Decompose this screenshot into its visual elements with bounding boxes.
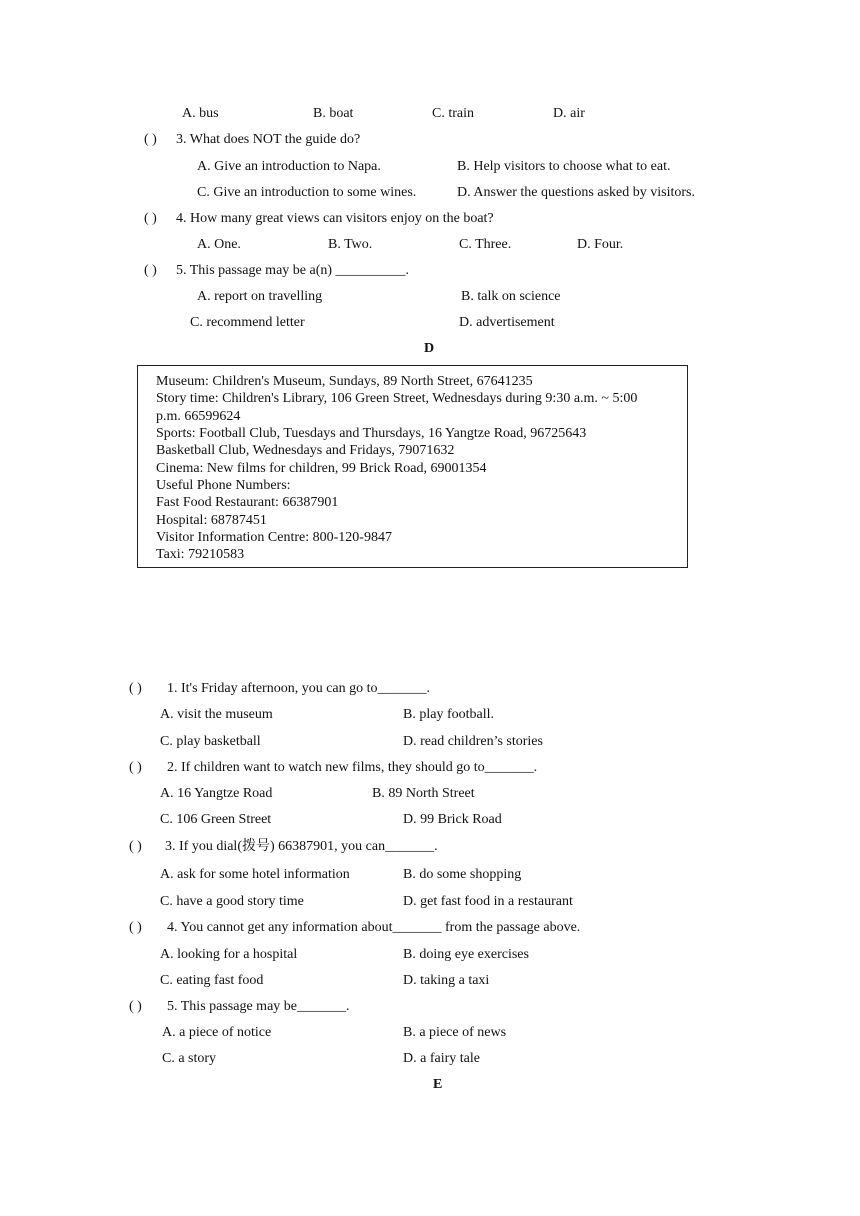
notice-line: p.m. 66599624 [156,409,241,424]
question-stem: 5. This passage may be a(n) __________. [176,263,410,278]
answer-paren: ( ) [129,920,142,935]
option: C. a story [162,1051,217,1066]
notice-line: Basketball Club, Wednesdays and Fridays, 79071632 [156,443,455,458]
notice-line: Sports: Football Club, Tuesdays and Thursdays, 16 Yangtze Road, 96725643 [156,426,587,441]
question-stem: 4. You cannot get any information about_______ from the passage above. [167,920,581,935]
option: A. 16 Yangtze Road [160,786,273,801]
option: D. taking a taxi [403,973,490,988]
option: D. 99 Brick Road [403,812,502,827]
question-stem: 4. How many great views can visitors enjoy on the boat? [176,211,494,226]
option: B. Two. [328,237,373,252]
option: C. Give an introduction to some wines. [197,185,417,200]
option: C. have a good story time [160,894,304,909]
notice-line: Cinema: New films for children, 99 Brick Road, 69001354 [156,461,487,476]
q2-option-a: A. bus [182,106,219,121]
answer-paren: ( ) [129,760,142,775]
question-stem: 3. What does NOT the guide do? [176,132,361,147]
answer-paren: ( ) [144,211,157,226]
notice-box [137,365,688,568]
option: A. One. [197,237,241,252]
question-stem: 3. If you dial(拨号) 66387901, you can_______. [165,839,438,854]
option: A. a piece of notice [162,1025,272,1040]
option: C. eating fast food [160,973,264,988]
answer-paren: ( ) [144,263,157,278]
option: B. talk on science [461,289,561,304]
option: C. 106 Green Street [160,812,272,827]
notice-line: Taxi: 79210583 [156,547,245,562]
q2-option-b: B. boat [313,106,354,121]
notice-line: Museum: Children's Museum, Sundays, 89 North Street, 67641235 [156,374,533,389]
option: B. a piece of news [403,1025,507,1040]
option: B. doing eye exercises [403,947,529,962]
q2-option-c: C. train [432,106,474,121]
notice-line: Hospital: 68787451 [156,513,267,528]
section-heading-d: D [424,341,435,356]
option: B. Help visitors to choose what to eat. [457,159,671,174]
option: A. visit the museum [160,707,273,722]
option: D. advertisement [459,315,555,330]
notice-line: Visitor Information Centre: 800-120-9847 [156,530,392,545]
option: A. ask for some hotel information [160,867,350,882]
option: B. 89 North Street [372,786,475,801]
option: A. report on travelling [197,289,323,304]
option: B. play football. [403,707,494,722]
option: B. do some shopping [403,867,522,882]
option: C. play basketball [160,734,261,749]
option: D. read children’s stories [403,734,543,749]
section-heading-e: E [433,1077,443,1092]
answer-paren: ( ) [144,132,157,147]
option: A. Give an introduction to Napa. [197,159,381,174]
option: A. looking for a hospital [160,947,298,962]
answer-paren: ( ) [129,681,142,696]
option: D. a fairy tale [403,1051,480,1066]
question-stem: 2. If children want to watch new films, they should go to_______. [167,760,538,775]
option: C. Three. [459,237,512,252]
notice-line: Story time: Children's Library, 106 Green Street, Wednesdays during 9:30 a.m. ~ 5:00 [156,391,638,406]
answer-paren: ( ) [129,999,142,1014]
option: D. get fast food in a restaurant [403,894,573,909]
question-stem: 1. It's Friday afternoon, you can go to_______. [167,681,431,696]
question-stem: 5. This passage may be_______. [167,999,350,1014]
q2-option-d: D. air [553,106,585,121]
answer-paren: ( ) [129,839,142,854]
option: D. Answer the questions asked by visitors. [457,185,695,200]
option: C. recommend letter [190,315,305,330]
option: D. Four. [577,237,624,252]
notice-line: Fast Food Restaurant: 66387901 [156,495,339,510]
notice-line: Useful Phone Numbers: [156,478,291,493]
